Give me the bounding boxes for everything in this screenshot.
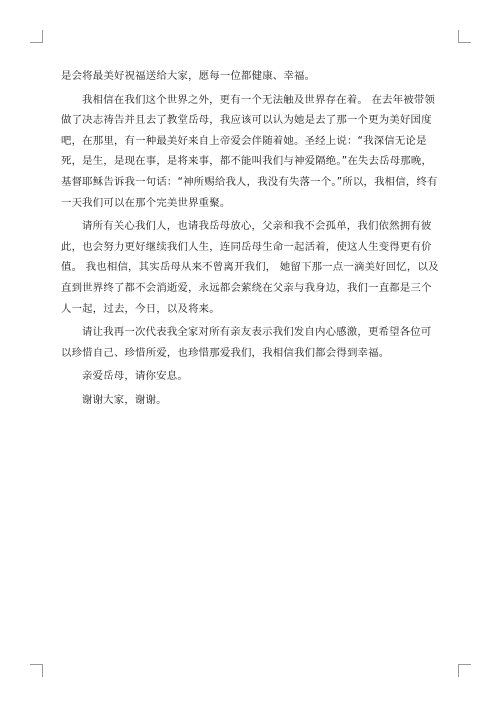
paragraph: 请让我再一次代表我全家对所有亲友表示我们发自内心感激，更希望各位可以珍惜自己、珍惜所爱，也珍惜那爱我们，我相信我们都会得到幸福。 <box>61 326 432 359</box>
paragraph: 是会将最美好祝福送给大家，愿每一位都健康、幸福。 <box>61 70 316 82</box>
paragraph: 亲爱岳母，请你安息。 <box>82 370 188 383</box>
document-body <box>61 66 442 414</box>
crop-mark-top-left <box>30 30 43 43</box>
paragraph: 谢谢大家，谢谢。 <box>82 393 167 406</box>
paragraph: 请所有关心我们人，也请我岳母放心，父亲和我不会孤单，我们依然拥有彼此，也会努力更好继续我们人生，连同岳母生命一起活着，使这人生变得更有价值。 我也相信，其实岳母从来不曾离开我们， 她留下那一点一滴美好回忆，以及直到世界终了都不会消逝爱，永远都会萦绕在父亲与我身边，我们一直都是三个人一起，过去，今日，以及将来。 <box>61 220 439 315</box>
crop-mark-top-right <box>458 30 471 43</box>
crop-mark-bottom-right <box>458 664 471 677</box>
paragraph: 我相信在我们这个世界之外，更有一个无法触及世界存在着。 在去年被带领做了决志祷告并且去了教堂岳母，我应该可以认为她是去了那一个更为美好国度吧，在那里，有一种最美好来自上帝爱会伴随着她。圣经上说：“我深信无论是死，是生，是现在事，是将来事，都不能叫我们与神爱隔绝。”在失去岳母那晚，基督耶稣告诉我一句话：“神所赐给我人，我没有失落一个。”所以，我相信，终有一天我们可以在那个完美世界重聚。 <box>61 93 438 209</box>
crop-mark-bottom-left <box>30 664 43 677</box>
